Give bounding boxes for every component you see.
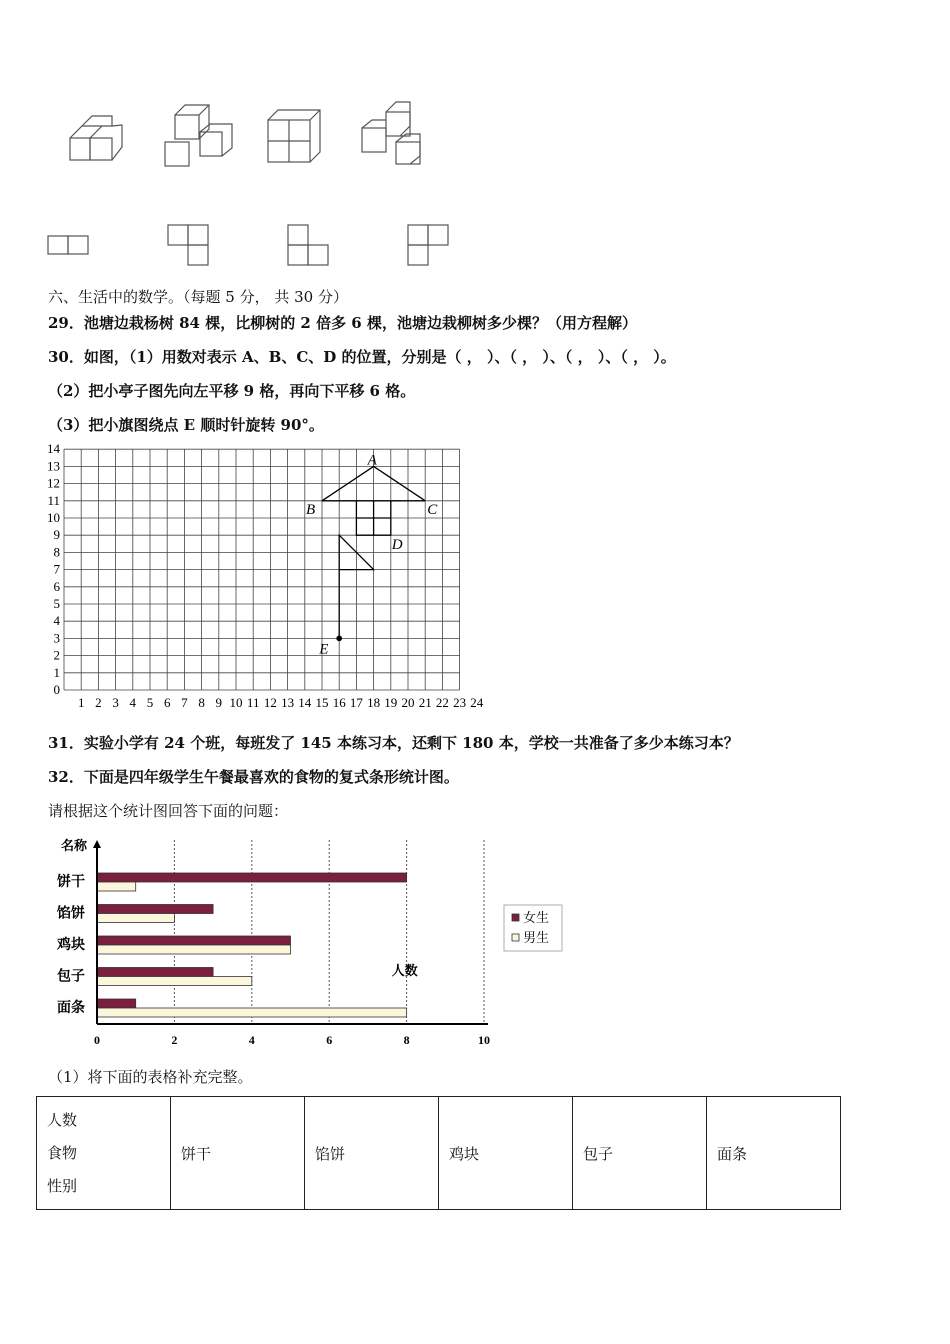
y-tick-label: 13: [47, 458, 60, 474]
view-option-3: [288, 225, 328, 265]
y-tick-label: 14: [47, 444, 60, 457]
x-tick-label: 0: [94, 1033, 100, 1047]
y-tick-label: 11: [47, 492, 60, 508]
x-tick-label: 13: [281, 695, 295, 710]
legend-label: 男生: [523, 930, 550, 945]
category-label: 馅饼: [57, 906, 85, 922]
table-column-noodle: 面条: [707, 1097, 841, 1210]
x-tick-label: 20: [401, 695, 415, 710]
question-32-part1: （1）将下面的表格补充完整。: [48, 1068, 253, 1086]
x-tick-label: 19: [384, 695, 398, 710]
question-30-part2: （2）把小亭子图先向左平移 9 格，再向下平移 6 格。: [48, 382, 416, 400]
point-label-a: A: [367, 452, 377, 469]
x-tick-label: 12: [263, 695, 277, 710]
chart-axes: [93, 840, 488, 1024]
question-32: 32．下面是四年级学生午餐最喜欢的食物的复式条形统计图。: [48, 768, 459, 786]
x-tick-label: 15: [315, 695, 329, 710]
y-tick-label: 7: [53, 561, 60, 577]
header-line-food: 食物: [47, 1143, 78, 1162]
bar-girls: [97, 999, 136, 1008]
chart-y-axis-arrow: [93, 840, 101, 848]
category-label: 面条: [57, 1001, 85, 1016]
grid-lines: [64, 449, 460, 690]
x-axis-title: 人数: [391, 963, 418, 978]
point-label-e: E: [319, 641, 329, 658]
x-tick-label: 5: [146, 695, 154, 710]
table-column-pie: 馅饼: [305, 1097, 439, 1210]
coordinate-grid: [30, 444, 500, 714]
table-header-cell: [37, 1097, 171, 1210]
food-preference-bar-chart: [40, 830, 580, 1052]
x-tick-label: 2: [95, 695, 102, 710]
y-tick-label: 0: [53, 682, 60, 697]
chart-gridlines: [174, 840, 484, 1024]
y-tick-label: 8: [53, 544, 60, 560]
table-column-biscuit: 饼干: [171, 1097, 305, 1210]
x-tick-label: 14: [298, 695, 312, 710]
chart-bars: [97, 873, 407, 1017]
x-tick-label: 23: [453, 695, 467, 710]
x-tick-label: 4: [248, 1033, 255, 1047]
bar-boys: [97, 1008, 407, 1017]
question-29: 29．池塘边栽杨树 84 棵，比柳树的 2 倍多 6 棵，池塘边栽柳树多少棵？（用方程解）: [48, 314, 637, 332]
bar-girls: [97, 905, 213, 914]
category-label: 饼干: [57, 875, 85, 890]
x-tick-label: 21: [418, 695, 432, 710]
y-tick-label: 9: [53, 527, 60, 543]
bar-boys: [97, 945, 291, 954]
category-label: 包子: [57, 969, 85, 985]
y-tick-label: 12: [47, 475, 60, 491]
y-tick-label: 2: [53, 647, 60, 663]
view-option-4: [408, 225, 448, 265]
cube-shape-1: [70, 116, 122, 160]
grid-point-labels: [306, 452, 438, 657]
x-tick-label: 6: [326, 1033, 333, 1047]
legend-swatch: [512, 934, 519, 941]
category-label: 鸡块: [57, 938, 85, 953]
x-tick-label: 10: [229, 695, 243, 710]
legend-swatch: [512, 914, 519, 921]
question-32-prompt: 请根据这个统计图回答下面的问题：: [48, 802, 289, 820]
bar-boys: [97, 914, 174, 923]
question-30-part1: 30．如图，（1）用数对表示 A、B、C、D 的位置，分别是（ ， ）、（ ， ）、（ ， ）、（ ， ）。: [48, 348, 676, 366]
x-tick-label: 1: [77, 695, 85, 710]
y-tick-label: 3: [53, 630, 60, 646]
point-label-d: D: [391, 537, 403, 554]
view-option-1: [48, 236, 88, 254]
x-tick-label: 18: [367, 695, 381, 710]
x-tick-label: 16: [332, 695, 346, 710]
x-tick-label: 17: [349, 695, 363, 710]
bar-boys: [97, 977, 252, 986]
bar-boys: [97, 882, 136, 891]
x-tick-label: 2: [171, 1033, 178, 1047]
y-axis-title: 名称: [60, 838, 87, 853]
y-tick-label: 5: [53, 596, 60, 611]
chart-legend: [504, 905, 562, 951]
x-tick-label: 22: [435, 695, 449, 710]
x-tick-label: 11: [246, 695, 260, 710]
view-option-2: [168, 225, 208, 265]
x-tick-label: 8: [198, 695, 205, 710]
point-label-c: C: [427, 501, 438, 518]
food-table: [36, 1096, 841, 1210]
cube-shape-4: [362, 102, 420, 164]
cube-shape-2: [165, 105, 232, 166]
question-31: 31．实验小学有 24 个班，每班发了 145 本练习本，还剩下 180 本，学校一共准备了多少本练习本？: [48, 734, 739, 752]
y-tick-label: 4: [53, 613, 60, 629]
section-title: 六、生活中的数学。（每题 5 分， 共 30 分）: [48, 288, 348, 306]
x-tick-label: 9: [215, 695, 223, 710]
legend-label: 女生: [523, 910, 550, 925]
header-line-people: 人数: [47, 1110, 78, 1129]
point-label-b: B: [306, 501, 316, 518]
point-e-dot: [337, 636, 341, 640]
question-30-part3: （3）把小旗图绕点 E 顺时针旋转 90°。: [48, 416, 324, 434]
y-tick-label: 10: [47, 510, 60, 525]
bar-girls: [97, 936, 291, 945]
table-column-bun: 包子: [573, 1097, 707, 1210]
x-tick-label: 3: [112, 695, 119, 710]
x-tick-label: 7: [181, 695, 188, 710]
table-column-nugget: 鸡块: [439, 1097, 573, 1210]
y-tick-label: 1: [53, 664, 60, 680]
y-tick-label: 6: [53, 578, 60, 594]
bar-girls: [97, 873, 407, 882]
table-row: [37, 1097, 841, 1210]
header-line-gender: 性别: [47, 1176, 78, 1195]
x-tick-label: 24: [470, 695, 484, 710]
x-tick-label: 4: [129, 695, 137, 710]
x-tick-label: 6: [163, 695, 171, 710]
plane-views-figure: [40, 220, 460, 275]
bar-girls: [97, 968, 213, 977]
cube-shape-3: [268, 110, 320, 162]
x-tick-label: 10: [478, 1033, 490, 1047]
x-tick-label: 8: [403, 1033, 410, 1047]
